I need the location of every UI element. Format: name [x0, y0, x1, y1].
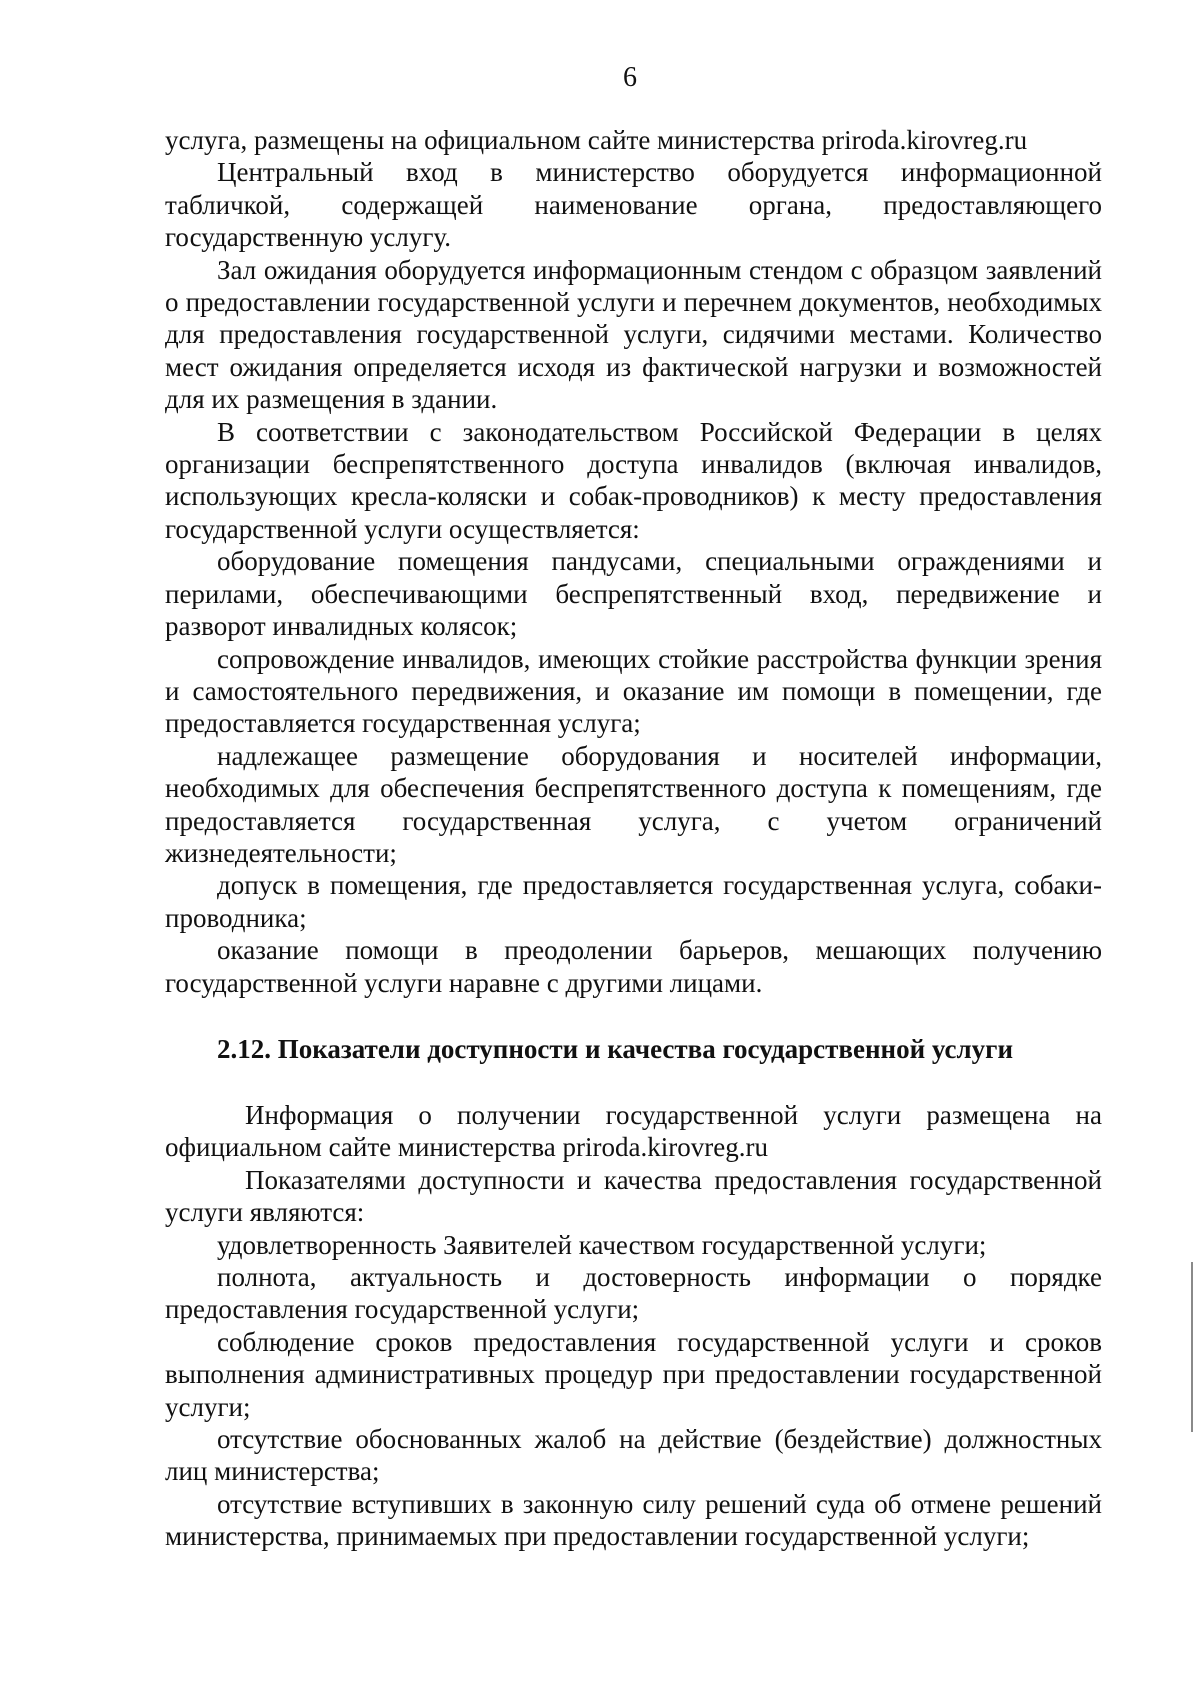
- scan-edge-mark: [1191, 1262, 1193, 1432]
- list-item: надлежащее размещение оборудования и носителей информации, необходимых для обеспечения беспрепятственного доступа к помещениям, где предоставляется государственная услуга, с учетом ограничений жизнедеятельности;: [165, 740, 1102, 868]
- section-heading: 2.12. Показатели доступности и качества государственной услуги: [217, 1033, 1013, 1064]
- list-item: отсутствие обоснованных жалоб на действие (бездействие) должностных лиц министерства;: [165, 1424, 1102, 1487]
- list-item: соблюдение сроков предоставления государственной услуги и сроков выполнения административных процедур при предоставлении государственной услуги;: [165, 1326, 1102, 1422]
- paragraph: услуга, размещены на официальном сайте министерства priroda.kirovreg.ru: [165, 125, 1028, 155]
- list-item: оборудование помещения пандусами, специальными ограждениями и перилами, обеспечивающими беспрепятственный вход, передвижение и разворот инвалидных колясок;: [165, 546, 1102, 642]
- page-number: 6: [623, 62, 637, 93]
- paragraph: Центральный вход в министерство оборудуется информационной табличкой, содержащей наименование органа, предоставляющего государственную услугу.: [165, 157, 1102, 253]
- document-body: [165, 124, 1102, 1553]
- list-item: полнота, актуальность и достоверность информации о порядке предоставления государственной услуги;: [165, 1262, 1102, 1325]
- list-item: оказание помощи в преодолении барьеров, мешающих получению государственной услуги наравне с другими лицами.: [165, 935, 1102, 998]
- list-item: сопровождение инвалидов, имеющих стойкие расстройства функции зрения и самостоятельного передвижения, и оказание им помощи в помещении, где предоставляется государственная услуга;: [165, 643, 1102, 739]
- paragraph: Зал ожидания оборудуется информационным стендом с образцом заявлений о предоставлении государственной услуги и перечнем документов, необходимых для предоставления государственной услуги, сидячими местами. Количество мест ожидания определяется исходя из фактической нагрузки и возможностей для их размещения в здании.: [165, 254, 1102, 415]
- list-item: отсутствие вступивших в законную силу решений суда об отмене решений министерства, принимаемых при предоставлении государственной услуги;: [165, 1488, 1102, 1552]
- paragraph: Показателями доступности и качества предоставления государственной услуги являются:: [165, 1164, 1102, 1228]
- list-item: допуск в помещения, где предоставляется государственная услуга, собаки-проводника;: [165, 870, 1102, 933]
- list-item: удовлетворенность Заявителей качеством государственной услуги;: [217, 1229, 987, 1260]
- paragraph: В соответствии с законодательством Российской Федерации в целях организации беспрепятственного доступа инвалидов (включая инвалидов, использующих кресла-коляски и собак-проводников) к месту предоставления государственной услуги осуществляется:: [165, 416, 1102, 544]
- paragraph: Информация о получении государственной услуги размещена на официальном сайте министерства priroda.kirovreg.ru: [165, 1099, 1102, 1163]
